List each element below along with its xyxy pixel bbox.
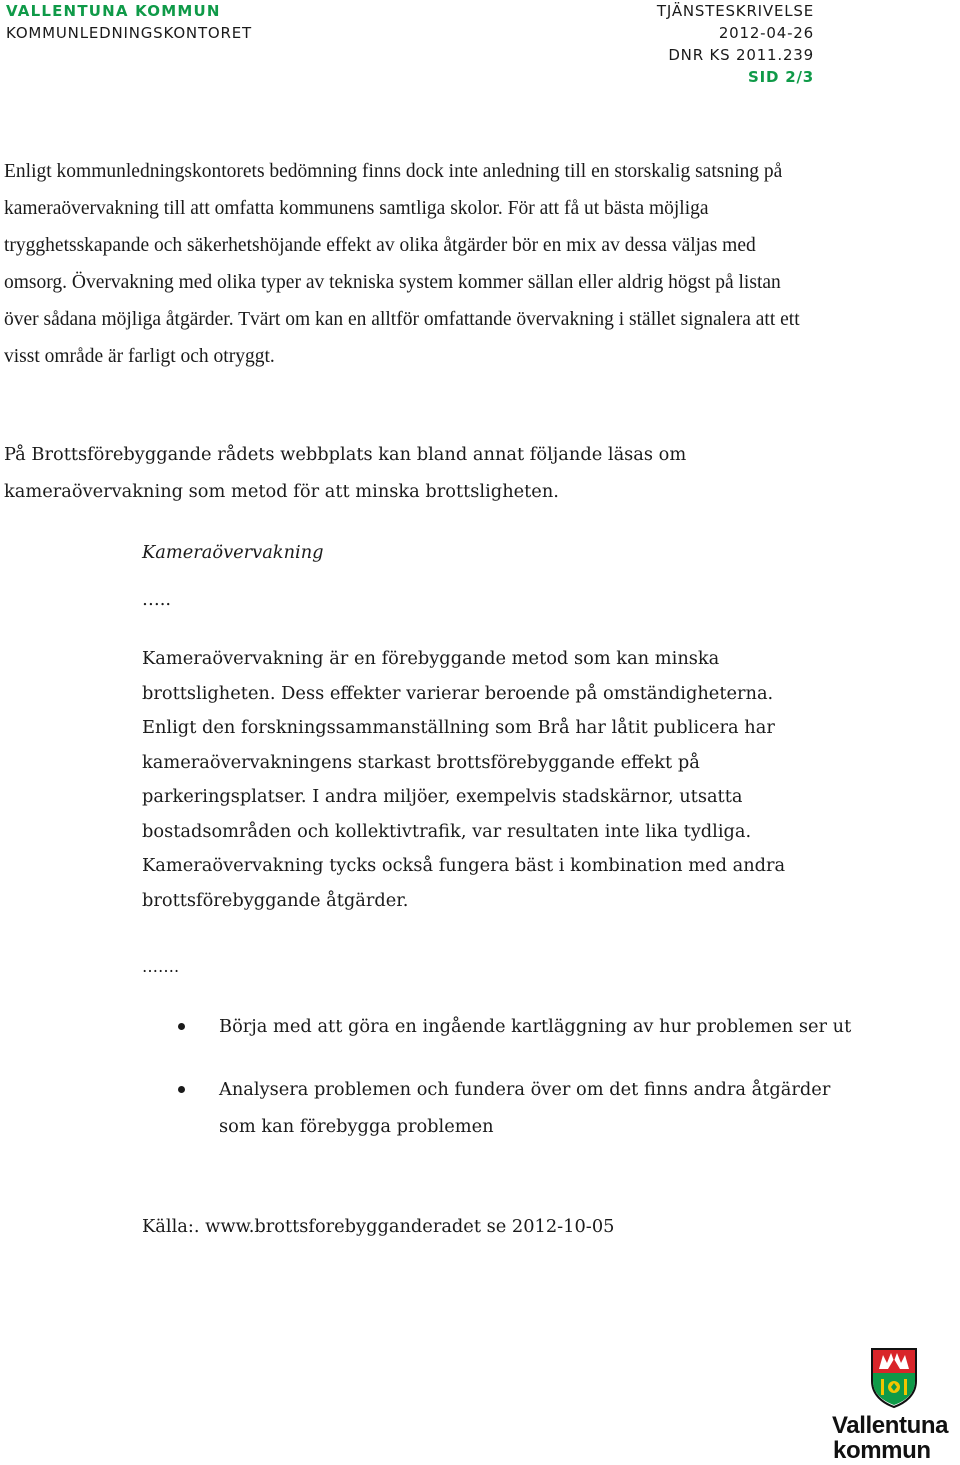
coat-of-arms-icon xyxy=(869,1347,919,1409)
logo-line2: kommun xyxy=(833,1437,931,1464)
quote-ellipsis-bottom: ……. xyxy=(142,957,180,976)
list-item-text: Börja med att göra en ingående kartläggning av hur problemen ser ut xyxy=(219,1016,852,1037)
list-item xyxy=(172,1008,852,1045)
source-citation: Källa:. www.brottsforebygganderadet se 2012-10-05 xyxy=(142,1216,615,1237)
header-right xyxy=(657,0,814,88)
document-type: TJÄNSTESKRIVELSE xyxy=(656,2,814,20)
bullet-icon xyxy=(178,1023,185,1030)
recommendation-list xyxy=(172,1008,852,1171)
quote-ellipsis-top: ….. xyxy=(142,589,172,610)
organization-name: VALLENTUNA KOMMUN xyxy=(6,2,221,20)
document-dnr: DNR KS 2011.239 xyxy=(668,46,814,64)
logo-line1: Vallentuna xyxy=(832,1412,949,1439)
list-item-text: Analysera problemen och fundera över om det finns andra åtgärder som kan förebygga problemen xyxy=(219,1079,831,1137)
paragraph-assessment: Enligt kommunledningskontorets bedömning finns dock inte anledning till en storskalig satsning på kameraövervakning till att omfatta kommunens samtliga skolor. För att få ut bästa möjliga trygghetsskapande och säkerhetshöjande effekt av olika åtgärder bör en mix av dessa väljas med omsorg. Övervakning med olika typer av tekniska system kommer sällan eller aldrig högst på listan över sådana möjliga åtgärder. Tvärt om kan en alltför omfattande övervakning i stället signalera att ett visst område är farligt och otryggt. xyxy=(4,161,800,367)
list-item xyxy=(172,1071,852,1145)
quote-body: Kameraövervakning är en förebyggande metod som kan minska brottsligheten. Dess effekter varierar beroende på omständigheterna. Enligt den forskningssammanställning som Brå har låtit publicera har kameraövervakningens starkast brottsförebyggande effekt på parkeringsplatser. I andra miljöer, exempelvis stadskärnor, utsatta bostadsområden och kollektivtrafik, var resultaten inte lika tydliga. Kameraövervakning tycks också fungera bäst i kombination med andra brottsförebyggande åtgärder. xyxy=(142,648,786,911)
document-date: 2012-04-26 xyxy=(718,24,814,42)
department-name: KOMMUNLEDNINGSKONTORET xyxy=(6,24,252,42)
quote-title: Kameraövervakning xyxy=(142,542,324,563)
page-number: SID 2/3 xyxy=(747,68,814,86)
header-left xyxy=(6,0,252,44)
paragraph-bra-intro: På Brottsförebyggande rådets webbplats kan bland annat följande läsas om kameraövervakning som metod för att minska brottsligheten. xyxy=(4,444,687,502)
bullet-icon xyxy=(178,1086,185,1093)
vallentuna-kommun-logo xyxy=(832,1347,958,1465)
logo-wordmark xyxy=(832,1413,958,1463)
